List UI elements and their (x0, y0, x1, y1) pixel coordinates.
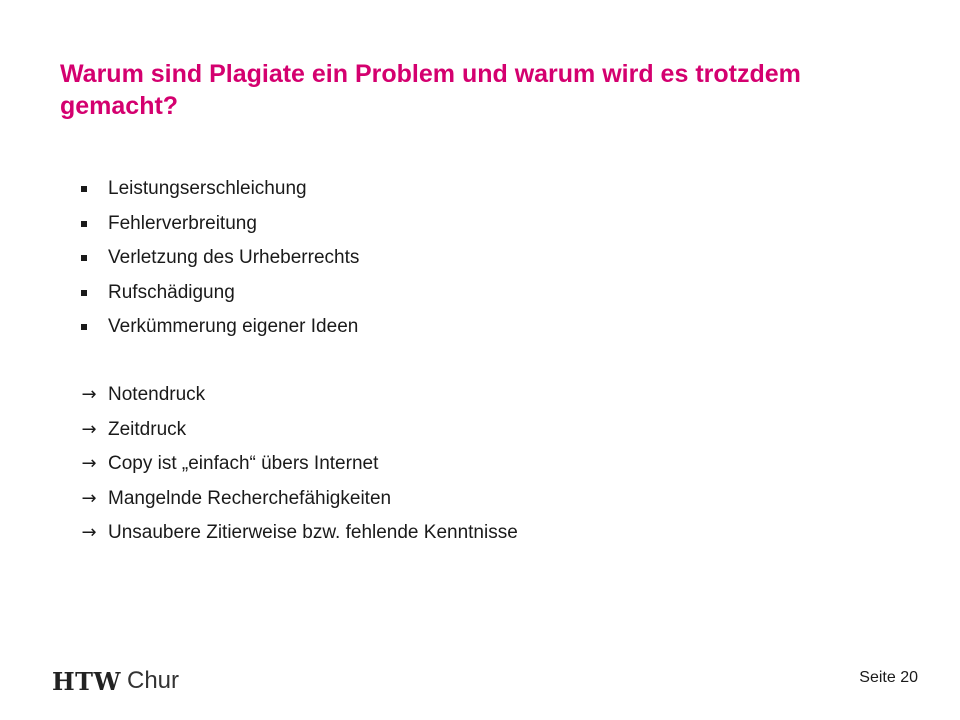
reason-item (76, 447, 518, 482)
square-bullet-icon (81, 255, 87, 261)
square-bullet-icon (81, 221, 87, 227)
problem-list (76, 172, 359, 345)
problem-text: Rufschädigung (108, 281, 235, 303)
reason-text: Notendruck (108, 384, 206, 405)
problem-item (76, 310, 359, 345)
arrow-right-icon: → (81, 487, 97, 509)
reason-item (76, 378, 518, 413)
reason-list (76, 378, 518, 551)
problem-text: Fehlerverbreitung (108, 212, 257, 234)
slide-title: Warum sind Plagiate ein Problem und warum wird es trotzdem gemacht? (60, 60, 801, 120)
problem-text: Verkümmerung eigener Ideen (108, 316, 359, 337)
reason-item (76, 516, 518, 551)
arrow-right-icon: → (81, 384, 97, 405)
arrow-right-icon: → (81, 418, 97, 440)
problem-text: Leistungserschleichung (108, 178, 307, 199)
reason-text: Zeitdruck (108, 418, 187, 440)
logo-chur-text: Chur (127, 667, 180, 694)
square-bullet-icon (81, 186, 87, 192)
logo-htw-text: HTW (52, 666, 121, 696)
problem-item (76, 207, 359, 242)
problem-item (76, 172, 359, 207)
reason-text: Copy ist „einfach“ übers Internet (108, 453, 379, 474)
htw-chur-logo (52, 661, 179, 701)
problem-item (76, 241, 359, 276)
arrow-right-icon: → (81, 453, 97, 474)
reason-text: Mangelnde Recherchefähigkeiten (108, 487, 392, 509)
reason-item (76, 413, 518, 448)
problem-text: Verletzung des Urheberrechts (108, 247, 360, 268)
reason-item (76, 482, 518, 517)
reason-text: Unsaubere Zitierweise bzw. fehlende Kenntnisse (108, 522, 518, 543)
square-bullet-icon (81, 290, 87, 296)
page-number: Seite 20 (859, 669, 918, 686)
problem-item (76, 276, 359, 311)
arrow-right-icon: → (81, 522, 97, 543)
square-bullet-icon (81, 324, 87, 330)
